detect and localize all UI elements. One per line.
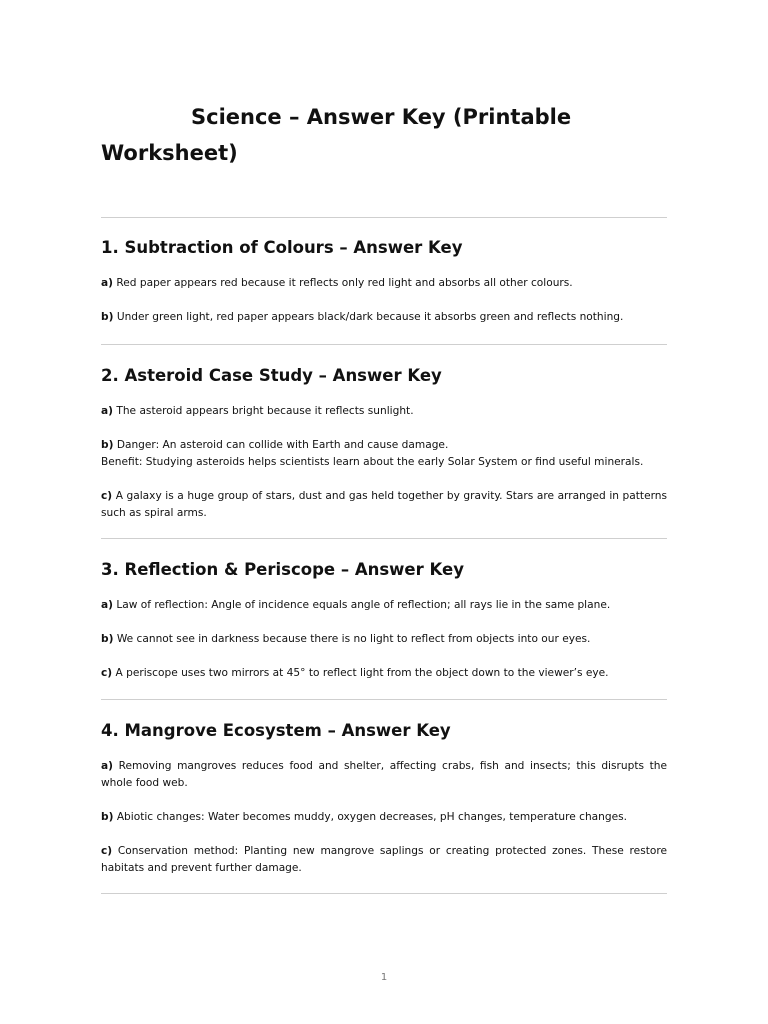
worksheet-page <box>101 0 667 1024</box>
answer-text: Red paper appears red because it reflects only red light and absorbs all other colours. <box>116 277 573 289</box>
answer-letter: a) <box>101 599 113 611</box>
section-mangrove-ecosystem <box>101 720 667 894</box>
answer-letter: b) <box>101 811 114 823</box>
answer-text: Law of reflection: Angle of incidence equals angle of reflection; all rays lie in the same plane. <box>116 599 611 611</box>
answer-item <box>101 631 667 648</box>
section-heading: 1. Subtraction of Colours – Answer Key <box>101 238 463 257</box>
section-divider <box>101 538 667 539</box>
answer-item <box>101 488 667 522</box>
section-divider <box>101 217 667 218</box>
answer-item <box>101 403 667 420</box>
answer-letter: c) <box>101 845 113 857</box>
answer-text: Danger: An asteroid can collide with Earth and cause damage. <box>116 439 449 451</box>
answer-text: Abiotic changes: Water becomes muddy, oxygen decreases, pH changes, temperature changes. <box>116 811 628 823</box>
answer-letter: b) <box>101 633 114 645</box>
section-heading: 3. Reflection & Periscope – Answer Key <box>101 560 464 579</box>
section-subtraction-of-colours <box>101 237 667 343</box>
answer-text: Under green light, red paper appears black/dark because it absorbs green and reflects nothing. <box>116 311 624 323</box>
answer-letter: a) <box>101 405 113 417</box>
answer-text: Conservation method: Planting new mangrove saplings or creating protected zones. These restore habitats and prevent further damage. <box>101 845 667 874</box>
answer-text: Removing mangroves reduces food and shelter, affecting crabs, fish and insects; this disrupts the whole food web. <box>101 760 667 789</box>
answer-text-continued: Benefit: Studying asteroids helps scientists learn about the early Solar System or find useful minerals. <box>101 456 644 468</box>
answer-text: A galaxy is a huge group of stars, dust and gas held together by gravity. Stars are arranged in patterns such as spiral arms. <box>101 490 667 519</box>
answer-item <box>101 809 667 826</box>
answer-item <box>101 665 667 682</box>
section-asteroid-case-study <box>101 365 667 539</box>
answer-letter: c) <box>101 490 113 502</box>
answer-letter: c) <box>101 667 113 679</box>
section-heading: 2. Asteroid Case Study – Answer Key <box>101 366 442 385</box>
answer-item <box>101 275 667 292</box>
section-divider <box>101 893 667 894</box>
section-divider <box>101 344 667 345</box>
answer-letter: a) <box>101 760 113 772</box>
answer-item <box>101 597 667 614</box>
section-heading: 4. Mangrove Ecosystem – Answer Key <box>101 721 451 740</box>
page-number: 1 <box>380 972 388 983</box>
section-divider <box>101 699 667 700</box>
answer-item <box>101 309 667 326</box>
answer-text: We cannot see in darkness because there is no light to reflect from objects into our eyes. <box>116 633 591 645</box>
answer-letter: b) <box>101 439 114 451</box>
answer-text: A periscope uses two mirrors at 45° to reflect light from the object down to the viewer’s eye. <box>115 667 609 679</box>
answer-item <box>101 758 667 792</box>
answer-item <box>101 843 667 877</box>
answer-item <box>101 437 667 471</box>
answer-letter: a) <box>101 277 113 289</box>
answer-text: The asteroid appears bright because it reflects sunlight. <box>116 405 414 417</box>
document-title: Science – Answer Key (Printable Worksheet) <box>101 105 572 165</box>
section-reflection-periscope <box>101 559 667 699</box>
answer-letter: b) <box>101 311 114 323</box>
